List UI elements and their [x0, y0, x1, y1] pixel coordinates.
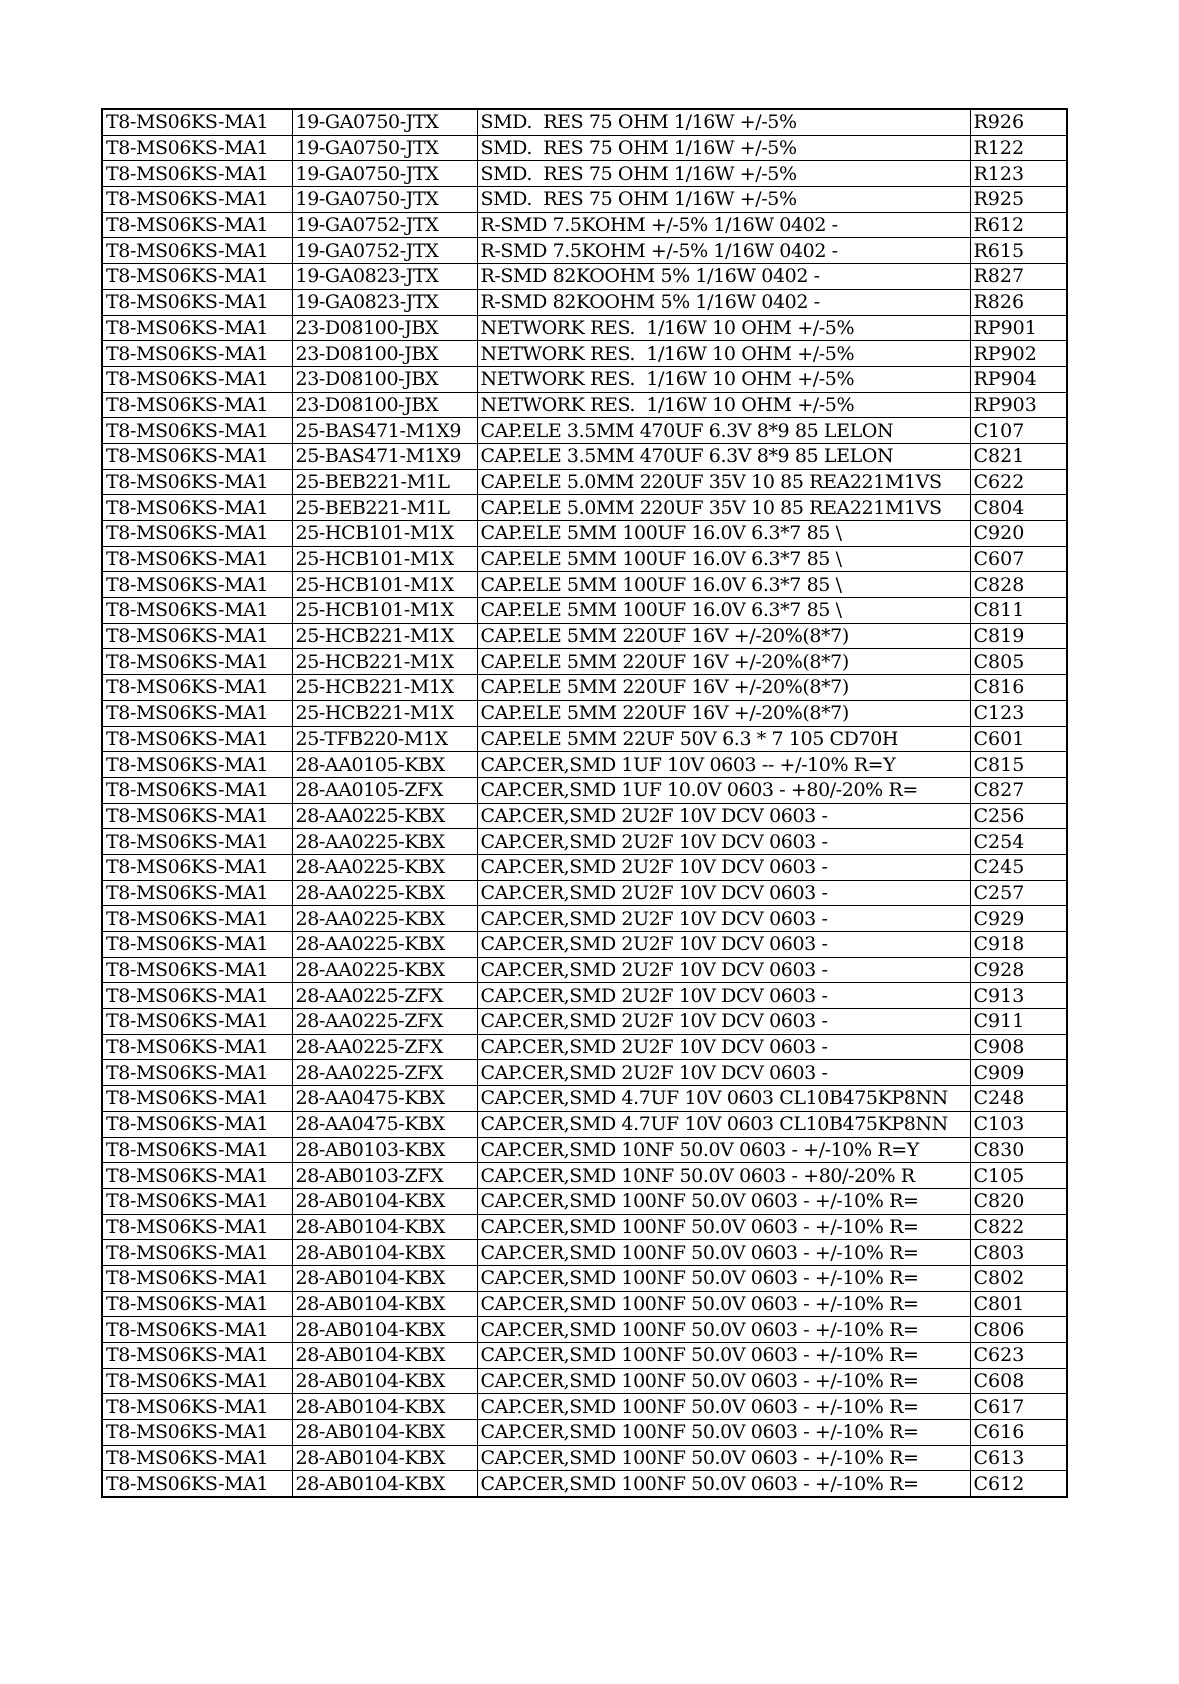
- table-row: [102, 1111, 1067, 1137]
- ref-designator-cell: C830: [970, 1137, 1067, 1163]
- part-number-cell: 25-BEB221-M1L: [292, 469, 477, 495]
- description-cell: R-SMD 7.5KOHM +/-5% 1/16W 0402 -: [477, 238, 970, 264]
- part-number-cell: 25-HCB221-M1X: [292, 623, 477, 649]
- table-row: [102, 957, 1067, 983]
- model-cell: T8-MS06KS-MA1: [102, 1265, 292, 1291]
- ref-designator-cell: R925: [970, 187, 1067, 213]
- table-row: [102, 752, 1067, 778]
- description-cell: CAP.CER,SMD 2U2F 10V DCV 0603 -: [477, 880, 970, 906]
- part-number-cell: 25-HCB221-M1X: [292, 675, 477, 701]
- ref-designator-cell: C908: [970, 1034, 1067, 1060]
- ref-designator-cell: C918: [970, 932, 1067, 958]
- description-cell: CAP.ELE 5MM 22UF 50V 6.3 * 7 105 CD70H: [477, 726, 970, 752]
- table-row: [102, 109, 1067, 135]
- model-cell: T8-MS06KS-MA1: [102, 829, 292, 855]
- table-row: [102, 1445, 1067, 1471]
- part-number-cell: 28-AA0225-ZFX: [292, 983, 477, 1009]
- model-cell: T8-MS06KS-MA1: [102, 1445, 292, 1471]
- model-cell: T8-MS06KS-MA1: [102, 752, 292, 778]
- part-number-cell: 19-GA0823-JTX: [292, 264, 477, 290]
- table-row: [102, 854, 1067, 880]
- model-cell: T8-MS06KS-MA1: [102, 1086, 292, 1112]
- table-row: [102, 1471, 1067, 1497]
- description-cell: CAP.ELE 3.5MM 470UF 6.3V 8*9 85 LELON: [477, 418, 970, 444]
- description-cell: CAP.CER,SMD 1UF 10.0V 0603 - +80/-20% R=: [477, 777, 970, 803]
- description-cell: CAP.ELE 5MM 100UF 16.0V 6.3*7 85 \: [477, 521, 970, 547]
- model-cell: T8-MS06KS-MA1: [102, 1420, 292, 1446]
- description-cell: CAP.CER,SMD 10NF 50.0V 0603 - +/-10% R=Y: [477, 1137, 970, 1163]
- model-cell: T8-MS06KS-MA1: [102, 135, 292, 161]
- part-number-cell: 28-AA0225-KBX: [292, 803, 477, 829]
- model-cell: T8-MS06KS-MA1: [102, 1163, 292, 1189]
- table-row: [102, 1163, 1067, 1189]
- part-number-cell: 23-D08100-JBX: [292, 315, 477, 341]
- ref-designator-cell: C616: [970, 1420, 1067, 1446]
- table-row: [102, 443, 1067, 469]
- description-cell: R-SMD 82KOOHM 5% 1/16W 0402 -: [477, 289, 970, 315]
- model-cell: T8-MS06KS-MA1: [102, 212, 292, 238]
- table-row: [102, 1137, 1067, 1163]
- ref-designator-cell: C909: [970, 1060, 1067, 1086]
- description-cell: CAP.CER,SMD 2U2F 10V DCV 0603 -: [477, 829, 970, 855]
- table-row: [102, 212, 1067, 238]
- part-number-cell: 28-AB0103-KBX: [292, 1137, 477, 1163]
- part-number-cell: 28-AA0475-KBX: [292, 1111, 477, 1137]
- table-row: [102, 264, 1067, 290]
- part-number-cell: 23-D08100-JBX: [292, 366, 477, 392]
- model-cell: T8-MS06KS-MA1: [102, 880, 292, 906]
- ref-designator-cell: RP902: [970, 341, 1067, 367]
- model-cell: T8-MS06KS-MA1: [102, 1343, 292, 1369]
- table-row: [102, 572, 1067, 598]
- part-number-cell: 25-BAS471-M1X9: [292, 418, 477, 444]
- table-row: [102, 1034, 1067, 1060]
- part-number-cell: 28-AB0104-KBX: [292, 1471, 477, 1497]
- part-number-cell: 28-AB0104-KBX: [292, 1240, 477, 1266]
- table-row: [102, 1214, 1067, 1240]
- model-cell: T8-MS06KS-MA1: [102, 1137, 292, 1163]
- table-row: [102, 469, 1067, 495]
- table-row: [102, 418, 1067, 444]
- part-number-cell: 28-AA0225-KBX: [292, 829, 477, 855]
- model-cell: T8-MS06KS-MA1: [102, 1111, 292, 1137]
- ref-designator-cell: RP901: [970, 315, 1067, 341]
- part-number-cell: 25-HCB101-M1X: [292, 598, 477, 624]
- description-cell: CAP.CER,SMD 100NF 50.0V 0603 - +/-10% R=: [477, 1368, 970, 1394]
- ref-designator-cell: C613: [970, 1445, 1067, 1471]
- table-row: [102, 700, 1067, 726]
- ref-designator-cell: C254: [970, 829, 1067, 855]
- table-row: [102, 726, 1067, 752]
- description-cell: CAP.CER,SMD 4.7UF 10V 0603 CL10B475KP8NN: [477, 1086, 970, 1112]
- description-cell: CAP.CER,SMD 100NF 50.0V 0603 - +/-10% R=: [477, 1317, 970, 1343]
- description-cell: CAP.CER,SMD 2U2F 10V DCV 0603 -: [477, 957, 970, 983]
- table-row: [102, 1188, 1067, 1214]
- description-cell: CAP.CER,SMD 100NF 50.0V 0603 - +/-10% R=: [477, 1420, 970, 1446]
- part-number-cell: 28-AB0103-ZFX: [292, 1163, 477, 1189]
- model-cell: T8-MS06KS-MA1: [102, 649, 292, 675]
- ref-designator-cell: C815: [970, 752, 1067, 778]
- part-number-cell: 25-HCB101-M1X: [292, 572, 477, 598]
- ref-designator-cell: C819: [970, 623, 1067, 649]
- table-row: [102, 341, 1067, 367]
- ref-designator-cell: C257: [970, 880, 1067, 906]
- table-row: [102, 1060, 1067, 1086]
- ref-designator-cell: C802: [970, 1265, 1067, 1291]
- part-number-cell: 23-D08100-JBX: [292, 341, 477, 367]
- description-cell: CAP.ELE 5MM 220UF 16V +/-20%(8*7): [477, 700, 970, 726]
- part-number-cell: 28-AB0104-KBX: [292, 1317, 477, 1343]
- ref-designator-cell: C801: [970, 1291, 1067, 1317]
- description-cell: SMD. RES 75 OHM 1/16W +/-5%: [477, 109, 970, 135]
- part-number-cell: 19-GA0752-JTX: [292, 212, 477, 238]
- description-cell: SMD. RES 75 OHM 1/16W +/-5%: [477, 135, 970, 161]
- table-row: [102, 1265, 1067, 1291]
- model-cell: T8-MS06KS-MA1: [102, 443, 292, 469]
- table-row: [102, 135, 1067, 161]
- model-cell: T8-MS06KS-MA1: [102, 906, 292, 932]
- model-cell: T8-MS06KS-MA1: [102, 700, 292, 726]
- model-cell: T8-MS06KS-MA1: [102, 392, 292, 418]
- table-row: [102, 777, 1067, 803]
- table-row: [102, 623, 1067, 649]
- ref-designator-cell: C256: [970, 803, 1067, 829]
- part-number-cell: 25-HCB101-M1X: [292, 546, 477, 572]
- part-number-cell: 25-HCB221-M1X: [292, 700, 477, 726]
- ref-designator-cell: C911: [970, 1009, 1067, 1035]
- ref-designator-cell: C804: [970, 495, 1067, 521]
- model-cell: T8-MS06KS-MA1: [102, 187, 292, 213]
- model-cell: T8-MS06KS-MA1: [102, 726, 292, 752]
- ref-designator-cell: C828: [970, 572, 1067, 598]
- part-number-cell: 25-HCB101-M1X: [292, 521, 477, 547]
- part-number-cell: 28-AA0475-KBX: [292, 1086, 477, 1112]
- part-number-cell: 19-GA0823-JTX: [292, 289, 477, 315]
- ref-designator-cell: C805: [970, 649, 1067, 675]
- model-cell: T8-MS06KS-MA1: [102, 109, 292, 135]
- part-number-cell: 25-HCB221-M1X: [292, 649, 477, 675]
- table-row: [102, 675, 1067, 701]
- ref-designator-cell: C123: [970, 700, 1067, 726]
- table-row: [102, 238, 1067, 264]
- description-cell: CAP.CER,SMD 100NF 50.0V 0603 - +/-10% R=: [477, 1214, 970, 1240]
- table-row: [102, 546, 1067, 572]
- table-row: [102, 1009, 1067, 1035]
- table-row: [102, 1291, 1067, 1317]
- model-cell: T8-MS06KS-MA1: [102, 521, 292, 547]
- ref-designator-cell: C617: [970, 1394, 1067, 1420]
- ref-designator-cell: C623: [970, 1343, 1067, 1369]
- ref-designator-cell: C622: [970, 469, 1067, 495]
- ref-designator-cell: C607: [970, 546, 1067, 572]
- ref-designator-cell: C811: [970, 598, 1067, 624]
- part-number-cell: 23-D08100-JBX: [292, 392, 477, 418]
- description-cell: NETWORK RES. 1/16W 10 OHM +/-5%: [477, 366, 970, 392]
- ref-designator-cell: R615: [970, 238, 1067, 264]
- part-number-cell: 28-AA0225-KBX: [292, 932, 477, 958]
- model-cell: T8-MS06KS-MA1: [102, 1214, 292, 1240]
- description-cell: CAP.CER,SMD 2U2F 10V DCV 0603 -: [477, 983, 970, 1009]
- part-number-cell: 28-AB0104-KBX: [292, 1265, 477, 1291]
- ref-designator-cell: C827: [970, 777, 1067, 803]
- part-number-cell: 28-AB0104-KBX: [292, 1445, 477, 1471]
- ref-designator-cell: C105: [970, 1163, 1067, 1189]
- ref-designator-cell: C821: [970, 443, 1067, 469]
- table-row: [102, 932, 1067, 958]
- description-cell: CAP.ELE 5.0MM 220UF 35V 10 85 REA221M1VS: [477, 469, 970, 495]
- model-cell: T8-MS06KS-MA1: [102, 315, 292, 341]
- description-cell: CAP.CER,SMD 100NF 50.0V 0603 - +/-10% R=: [477, 1188, 970, 1214]
- part-number-cell: 28-AA0225-KBX: [292, 906, 477, 932]
- part-number-cell: 28-AA0225-ZFX: [292, 1060, 477, 1086]
- model-cell: T8-MS06KS-MA1: [102, 366, 292, 392]
- table-row: [102, 803, 1067, 829]
- model-cell: T8-MS06KS-MA1: [102, 1317, 292, 1343]
- ref-designator-cell: C601: [970, 726, 1067, 752]
- description-cell: NETWORK RES. 1/16W 10 OHM +/-5%: [477, 341, 970, 367]
- description-cell: CAP.ELE 5MM 220UF 16V +/-20%(8*7): [477, 649, 970, 675]
- model-cell: T8-MS06KS-MA1: [102, 983, 292, 1009]
- model-cell: T8-MS06KS-MA1: [102, 623, 292, 649]
- description-cell: CAP.CER,SMD 100NF 50.0V 0603 - +/-10% R=: [477, 1471, 970, 1497]
- description-cell: CAP.ELE 5MM 100UF 16.0V 6.3*7 85 \: [477, 572, 970, 598]
- ref-designator-cell: C920: [970, 521, 1067, 547]
- ref-designator-cell: C806: [970, 1317, 1067, 1343]
- description-cell: CAP.CER,SMD 2U2F 10V DCV 0603 -: [477, 1009, 970, 1035]
- model-cell: T8-MS06KS-MA1: [102, 289, 292, 315]
- description-cell: CAP.CER,SMD 100NF 50.0V 0603 - +/-10% R=: [477, 1445, 970, 1471]
- table-row: [102, 521, 1067, 547]
- description-cell: CAP.CER,SMD 100NF 50.0V 0603 - +/-10% R=: [477, 1343, 970, 1369]
- part-number-cell: 25-TFB220-M1X: [292, 726, 477, 752]
- table-row: [102, 289, 1067, 315]
- part-number-cell: 28-AB0104-KBX: [292, 1394, 477, 1420]
- bom-table-body: [102, 109, 1067, 1497]
- description-cell: CAP.CER,SMD 2U2F 10V DCV 0603 -: [477, 932, 970, 958]
- description-cell: NETWORK RES. 1/16W 10 OHM +/-5%: [477, 392, 970, 418]
- model-cell: T8-MS06KS-MA1: [102, 1034, 292, 1060]
- model-cell: T8-MS06KS-MA1: [102, 932, 292, 958]
- description-cell: CAP.CER,SMD 100NF 50.0V 0603 - +/-10% R=: [477, 1240, 970, 1266]
- part-number-cell: 28-AA0225-KBX: [292, 854, 477, 880]
- table-row: [102, 983, 1067, 1009]
- part-number-cell: 19-GA0750-JTX: [292, 161, 477, 187]
- table-row: [102, 1343, 1067, 1369]
- part-number-cell: 28-AA0225-KBX: [292, 957, 477, 983]
- table-row: [102, 392, 1067, 418]
- table-row: [102, 315, 1067, 341]
- bom-table: [101, 108, 1068, 1498]
- description-cell: CAP.CER,SMD 2U2F 10V DCV 0603 -: [477, 854, 970, 880]
- description-cell: CAP.CER,SMD 100NF 50.0V 0603 - +/-10% R=: [477, 1394, 970, 1420]
- part-number-cell: 19-GA0752-JTX: [292, 238, 477, 264]
- part-number-cell: 28-AB0104-KBX: [292, 1368, 477, 1394]
- model-cell: T8-MS06KS-MA1: [102, 238, 292, 264]
- table-row: [102, 495, 1067, 521]
- ref-designator-cell: C822: [970, 1214, 1067, 1240]
- description-cell: CAP.CER,SMD 10NF 50.0V 0603 - +80/-20% R: [477, 1163, 970, 1189]
- description-cell: NETWORK RES. 1/16W 10 OHM +/-5%: [477, 315, 970, 341]
- model-cell: T8-MS06KS-MA1: [102, 957, 292, 983]
- part-number-cell: 28-AA0225-ZFX: [292, 1034, 477, 1060]
- description-cell: CAP.CER,SMD 1UF 10V 0603 -- +/-10% R=Y: [477, 752, 970, 778]
- part-number-cell: 28-AA0105-ZFX: [292, 777, 477, 803]
- ref-designator-cell: R826: [970, 289, 1067, 315]
- model-cell: T8-MS06KS-MA1: [102, 1394, 292, 1420]
- table-row: [102, 598, 1067, 624]
- description-cell: R-SMD 7.5KOHM +/-5% 1/16W 0402 -: [477, 212, 970, 238]
- table-row: [102, 187, 1067, 213]
- ref-designator-cell: C928: [970, 957, 1067, 983]
- table-row: [102, 1240, 1067, 1266]
- model-cell: T8-MS06KS-MA1: [102, 161, 292, 187]
- model-cell: T8-MS06KS-MA1: [102, 341, 292, 367]
- model-cell: T8-MS06KS-MA1: [102, 264, 292, 290]
- part-number-cell: 28-AB0104-KBX: [292, 1343, 477, 1369]
- table-row: [102, 880, 1067, 906]
- table-row: [102, 1420, 1067, 1446]
- description-cell: CAP.CER,SMD 100NF 50.0V 0603 - +/-10% R=: [477, 1265, 970, 1291]
- model-cell: T8-MS06KS-MA1: [102, 777, 292, 803]
- ref-designator-cell: R926: [970, 109, 1067, 135]
- model-cell: T8-MS06KS-MA1: [102, 546, 292, 572]
- ref-designator-cell: C816: [970, 675, 1067, 701]
- table-row: [102, 649, 1067, 675]
- ref-designator-cell: C608: [970, 1368, 1067, 1394]
- model-cell: T8-MS06KS-MA1: [102, 1060, 292, 1086]
- model-cell: T8-MS06KS-MA1: [102, 803, 292, 829]
- ref-designator-cell: C248: [970, 1086, 1067, 1112]
- description-cell: CAP.CER,SMD 2U2F 10V DCV 0603 -: [477, 1034, 970, 1060]
- table-row: [102, 829, 1067, 855]
- table-row: [102, 1086, 1067, 1112]
- ref-designator-cell: C612: [970, 1471, 1067, 1497]
- part-number-cell: 28-AA0225-ZFX: [292, 1009, 477, 1035]
- part-number-cell: 25-BAS471-M1X9: [292, 443, 477, 469]
- description-cell: CAP.ELE 5MM 100UF 16.0V 6.3*7 85 \: [477, 546, 970, 572]
- ref-designator-cell: C913: [970, 983, 1067, 1009]
- table-row: [102, 1394, 1067, 1420]
- part-number-cell: 19-GA0750-JTX: [292, 109, 477, 135]
- table-row: [102, 1368, 1067, 1394]
- model-cell: T8-MS06KS-MA1: [102, 495, 292, 521]
- model-cell: T8-MS06KS-MA1: [102, 1188, 292, 1214]
- table-row: [102, 1317, 1067, 1343]
- description-cell: CAP.ELE 5MM 100UF 16.0V 6.3*7 85 \: [477, 598, 970, 624]
- description-cell: CAP.ELE 3.5MM 470UF 6.3V 8*9 85 LELON: [477, 443, 970, 469]
- part-number-cell: 28-AB0104-KBX: [292, 1420, 477, 1446]
- table-row: [102, 161, 1067, 187]
- ref-designator-cell: C107: [970, 418, 1067, 444]
- description-cell: CAP.ELE 5MM 220UF 16V +/-20%(8*7): [477, 675, 970, 701]
- ref-designator-cell: R122: [970, 135, 1067, 161]
- model-cell: T8-MS06KS-MA1: [102, 1009, 292, 1035]
- part-number-cell: 28-AB0104-KBX: [292, 1214, 477, 1240]
- ref-designator-cell: C820: [970, 1188, 1067, 1214]
- model-cell: T8-MS06KS-MA1: [102, 598, 292, 624]
- description-cell: CAP.CER,SMD 2U2F 10V DCV 0603 -: [477, 906, 970, 932]
- model-cell: T8-MS06KS-MA1: [102, 1291, 292, 1317]
- description-cell: CAP.CER,SMD 4.7UF 10V 0603 CL10B475KP8NN: [477, 1111, 970, 1137]
- model-cell: T8-MS06KS-MA1: [102, 1471, 292, 1497]
- ref-designator-cell: RP904: [970, 366, 1067, 392]
- description-cell: CAP.CER,SMD 100NF 50.0V 0603 - +/-10% R=: [477, 1291, 970, 1317]
- ref-designator-cell: C245: [970, 854, 1067, 880]
- description-cell: SMD. RES 75 OHM 1/16W +/-5%: [477, 187, 970, 213]
- model-cell: T8-MS06KS-MA1: [102, 418, 292, 444]
- part-number-cell: 19-GA0750-JTX: [292, 135, 477, 161]
- description-cell: R-SMD 82KOOHM 5% 1/16W 0402 -: [477, 264, 970, 290]
- description-cell: SMD. RES 75 OHM 1/16W +/-5%: [477, 161, 970, 187]
- table-row: [102, 366, 1067, 392]
- model-cell: T8-MS06KS-MA1: [102, 854, 292, 880]
- model-cell: T8-MS06KS-MA1: [102, 1368, 292, 1394]
- description-cell: CAP.CER,SMD 2U2F 10V DCV 0603 -: [477, 803, 970, 829]
- description-cell: CAP.ELE 5MM 220UF 16V +/-20%(8*7): [477, 623, 970, 649]
- description-cell: CAP.ELE 5.0MM 220UF 35V 10 85 REA221M1VS: [477, 495, 970, 521]
- model-cell: T8-MS06KS-MA1: [102, 572, 292, 598]
- part-number-cell: 28-AB0104-KBX: [292, 1291, 477, 1317]
- ref-designator-cell: R612: [970, 212, 1067, 238]
- ref-designator-cell: RP903: [970, 392, 1067, 418]
- ref-designator-cell: C929: [970, 906, 1067, 932]
- part-number-cell: 28-AA0225-KBX: [292, 880, 477, 906]
- model-cell: T8-MS06KS-MA1: [102, 469, 292, 495]
- model-cell: T8-MS06KS-MA1: [102, 675, 292, 701]
- table-row: [102, 906, 1067, 932]
- model-cell: T8-MS06KS-MA1: [102, 1240, 292, 1266]
- ref-designator-cell: R827: [970, 264, 1067, 290]
- part-number-cell: 28-AA0105-KBX: [292, 752, 477, 778]
- ref-designator-cell: C103: [970, 1111, 1067, 1137]
- ref-designator-cell: R123: [970, 161, 1067, 187]
- part-number-cell: 28-AB0104-KBX: [292, 1188, 477, 1214]
- ref-designator-cell: C803: [970, 1240, 1067, 1266]
- description-cell: CAP.CER,SMD 2U2F 10V DCV 0603 -: [477, 1060, 970, 1086]
- part-number-cell: 19-GA0750-JTX: [292, 187, 477, 213]
- part-number-cell: 25-BEB221-M1L: [292, 495, 477, 521]
